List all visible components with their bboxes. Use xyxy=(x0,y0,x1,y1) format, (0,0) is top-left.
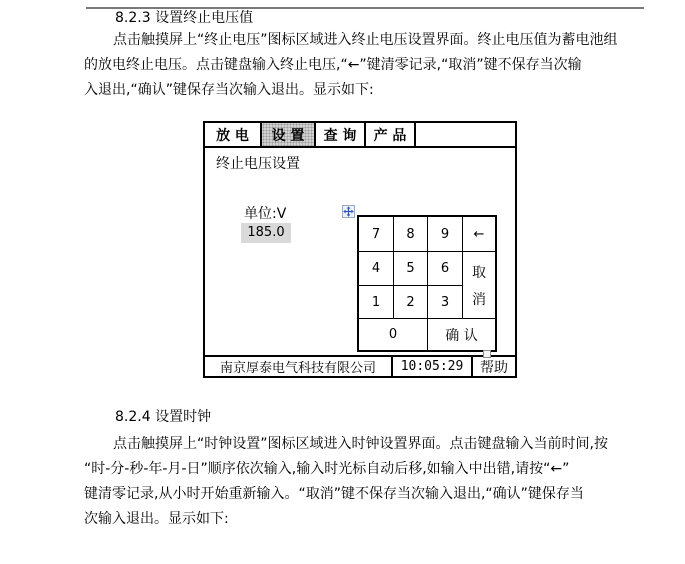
key-4[interactable]: 4 xyxy=(359,251,393,285)
key-3[interactable]: 3 xyxy=(427,285,462,318)
panel-content xyxy=(205,148,515,355)
tab-product[interactable]: 产 品 xyxy=(366,123,416,146)
tab-query[interactable]: 查 询 xyxy=(316,123,366,146)
clock-display: 10:05:29 xyxy=(393,357,473,376)
paragraph-line: 点击触摸屏上“终止电压”图标区域进入终止电压设置界面。终止电压值为蓄电池组 xyxy=(113,32,618,48)
cancel-char: 取 xyxy=(472,264,486,281)
help-button[interactable]: 帮助 xyxy=(480,359,508,376)
screen-title: 终止电压设置 xyxy=(216,156,300,172)
paragraph-824 xyxy=(84,432,656,532)
numeric-keypad xyxy=(357,215,497,352)
key-2[interactable]: 2 xyxy=(393,285,427,318)
section-heading-823: 8.2.3 设置终止电压值 xyxy=(115,10,254,26)
tab-settings[interactable]: 设 置 xyxy=(262,123,316,146)
key-5[interactable]: 5 xyxy=(393,251,427,285)
key-6[interactable]: 6 xyxy=(427,251,462,285)
touchscreen-panel xyxy=(203,121,517,378)
cancel-key[interactable] xyxy=(462,251,495,318)
paragraph-line: 键清零记录,从小时开始重新输入。“取消”键不保存当次输入退出,“确认”键保存当 xyxy=(84,486,584,502)
paragraph-line: 的放电终止电压。点击键盘输入终止电压,“←”键清零记录,“取消”键不保存当次输 xyxy=(84,57,582,73)
paragraph-line: 入退出,“确认”键保存当次输入退出。显示如下: xyxy=(84,82,374,98)
voltage-value-field[interactable]: 185.0 xyxy=(241,223,291,243)
unit-label: 单位:V xyxy=(244,206,287,222)
move-arrows-icon xyxy=(342,205,355,218)
backspace-key[interactable]: ← xyxy=(462,217,495,251)
move-handle-icon[interactable] xyxy=(342,203,355,216)
paragraph-line: “时-分-秒-年-月-日”顺序依次输入,输入时光标自动后移,如输入中出错,请按“←” xyxy=(84,461,570,477)
tab-spacer xyxy=(416,123,515,146)
key-7[interactable]: 7 xyxy=(371,226,381,242)
tab-discharge[interactable]: 放 电 xyxy=(205,123,262,146)
key-0[interactable]: 0 xyxy=(359,318,427,350)
key-9[interactable]: 9 xyxy=(427,217,462,251)
resize-handle[interactable] xyxy=(483,350,491,358)
tab-bar xyxy=(205,123,515,148)
paragraph-line: 点击触摸屏上“时钟设置”图标区域进入时钟设置界面。点击键盘输入当前时间,按 xyxy=(113,436,608,452)
company-name: 南京厚泰电气科技有限公司 xyxy=(205,357,393,376)
status-bar xyxy=(205,355,515,376)
cancel-char: 消 xyxy=(472,291,486,308)
paragraph-line: 次输入退出。显示如下: xyxy=(84,511,229,527)
paragraph-823 xyxy=(84,28,656,103)
confirm-key[interactable]: 确 认 xyxy=(427,318,495,350)
key-8[interactable]: 8 xyxy=(393,217,427,251)
section-heading-824: 8.2.4 设置时钟 xyxy=(115,409,212,425)
key-1[interactable]: 1 xyxy=(359,285,393,318)
